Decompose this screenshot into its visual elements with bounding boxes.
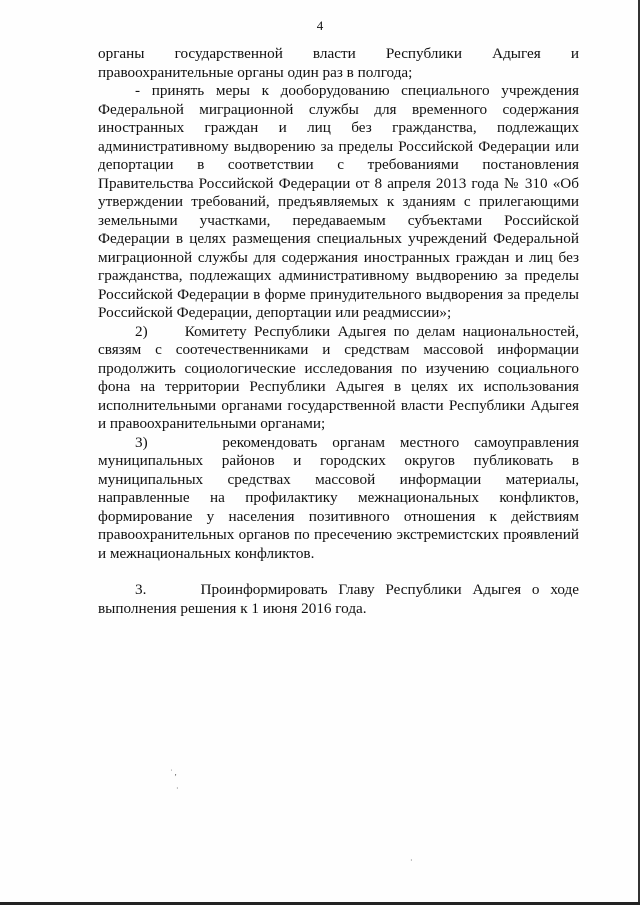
scan-artifact: · <box>176 784 179 793</box>
paragraph-item-3: 3) рекомендовать органам местного самоуправления муниципальных районов и городских округов публиковать в муниципальных средствах массовой информации материалы, направленные на профилактику межнациональных конфликтов, формирование у населения позитивного отношения к действиям правоохранительных органов по пресечению экстремистских проявлений и межнациональных конфликтов. <box>98 433 583 562</box>
paragraph-gap <box>98 563 579 581</box>
scan-artifact: ˙ , <box>170 768 177 777</box>
scan-artifact: · <box>410 856 413 865</box>
paragraph-section-3: 3. Проинформировать Главу Республики Адыгея о ходе выполнения решения к 1 июня 2016 года. <box>98 581 583 617</box>
paragraph-detention-facility: - принять меры к дооборудованию специального учреждения Федеральной миграционной службы для временного содержания иностранных граждан и лиц без гражданства, подлежащих административному выдворению за пределы Российской Федерации или депортации в соответствии с требованиями постановления Правительства Российской Федерации от 8 апреля 2013 года № 310 «Об утверждении требований, предъявляемых к зданиям с прилегающими земельными участками, передаваемым субъектами Российской Федерации в целях размещения специальных учреждений Федеральной миграционной службы для содержания иностранных граждан и лиц без гражданства, подлежащих административному выдворению за пределы Российской Федерации в форме принудительного выдворения за пределы Российской Федерации, депортации или реадмиссии»; <box>98 82 579 321</box>
paragraph-item-2: 2) Комитету Республики Адыгея по делам национальностей, связям с соотечественниками и средствам массовой информации продолжить социологические исследования по изучению социального фона на территории Республики Адыгея в целях их использования исполнительными органами государственной власти Республики Адыгея и правоохранительными органами; <box>98 322 583 432</box>
document-body <box>98 45 583 618</box>
paragraph-continuation: органы государственной власти Республики Адыгея и правоохранительные органы один раз в полгода; <box>98 45 579 81</box>
page-number: 4 <box>316 18 324 33</box>
